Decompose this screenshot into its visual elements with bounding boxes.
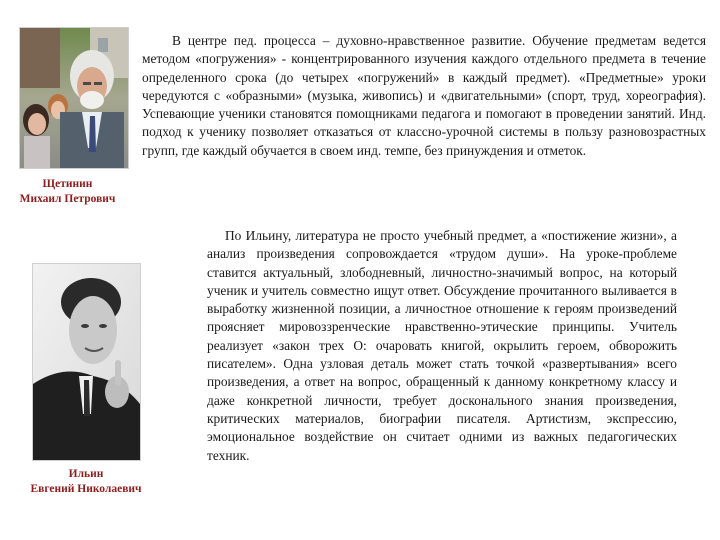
portrait-photo-bw-icon	[33, 264, 140, 460]
shchetinin-caption	[0, 177, 135, 207]
shchetinin-description: В центре пед. процесса – духовно-нравственное развитие. Обучение предметам ведется методом «погружения» - концентрированного изучения каждого отдельного предмета в течение определенного срока (до четырех «погружений» в каждый предмет). «Предметные» уроки чередуются с «образными» (музыка, живопись) и «двигательными» (спорт, труд, хореография). Успевающие ученики становятся помощниками педагога и помогают в проведении занятий. Инд. подход к ученику позволяет отказаться от классно-урочной системы в пользу разновозрастных групп, где каждый обучается в своем инд. темпе, без принуждения и отметок.	[142, 33, 706, 158]
ilyin-photo	[32, 263, 141, 461]
shchetinin-surname: Щетинин	[42, 178, 93, 190]
ilyin-caption	[11, 467, 161, 497]
portrait-photo-color-icon	[20, 28, 128, 168]
shchetinin-photo	[19, 27, 129, 169]
shchetinin-name: Михаил Петрович	[19, 193, 116, 205]
ilyin-description: По Ильину, литература не просто учебный предмет, а «постижение жизни», а анализ произведения сопровождается «трудом души». На уроке-проблеме ставится актуальный, злободневный, личностно-значимый вопрос, на который ученик и учитель совместно ищут ответ. Обсуждение прочитанного выливается в выработку жизненной позиции, а личностное отношение к героям произведений проясняет мировоззренческие нравственно-этические принципы. Учитель реализует «закон трех О: очаровать книгой, окрылить героем, обворожить писателем». Одна узловая деталь может стать точкой «развертывания» всего произведения, а ответ на вопрос, обращенный к данному конкретному классу и даже конкретной личности, требует досконального знания произведения, критических материалов, биографии писателя. Артистизм, экспрессию, эмоциональное воздействие он считает одними из важных педагогических техник.	[207, 228, 677, 463]
ilyin-name: Евгений Николаевич	[30, 483, 142, 495]
ilyin-surname: Ильин	[68, 468, 104, 480]
